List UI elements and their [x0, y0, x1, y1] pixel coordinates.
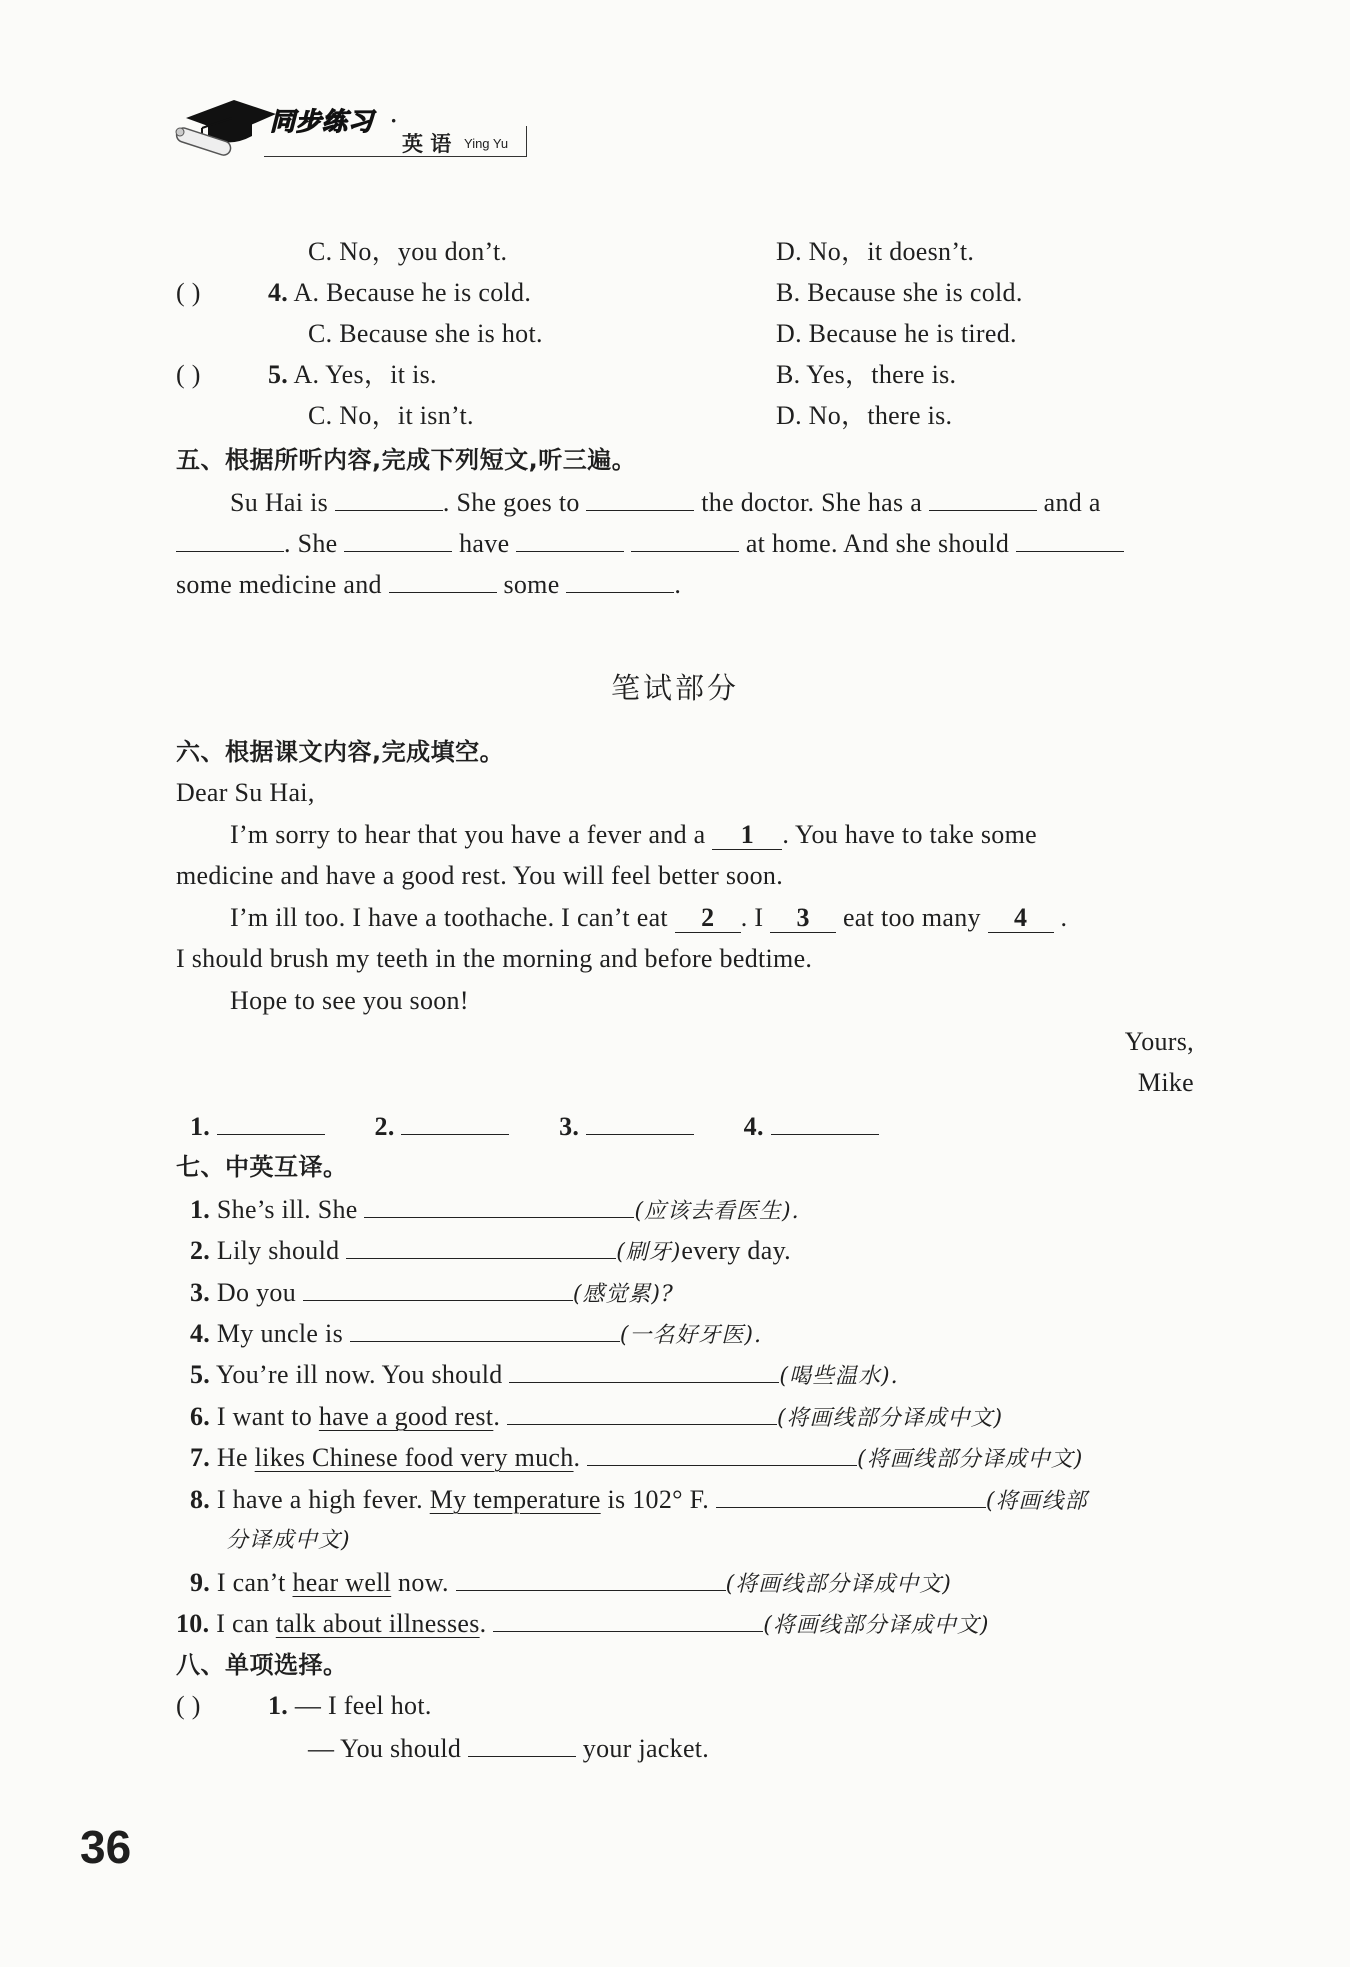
- translation-blank[interactable]: [303, 1274, 573, 1301]
- answer-blank[interactable]: [401, 1108, 509, 1135]
- numbered-blank[interactable]: 2: [675, 904, 741, 933]
- fill-blank[interactable]: [586, 484, 694, 511]
- underlined-phrase: My temperature: [429, 1485, 601, 1514]
- translation-blank[interactable]: [456, 1564, 726, 1591]
- fill-blank[interactable]: [1016, 525, 1124, 552]
- option-4b: B. Because she is cold.: [776, 278, 1023, 307]
- option-5b: B. Yes，there is.: [776, 360, 957, 389]
- option-3c: C. No，you don’t.: [308, 237, 508, 266]
- question-4-row: [176, 276, 531, 310]
- translation-item: 1. She’s ill. She (应该去看医生).: [190, 1191, 800, 1229]
- answer-blank[interactable]: [771, 1108, 879, 1135]
- translation-blank[interactable]: [587, 1439, 857, 1466]
- question-number: 5.: [268, 360, 289, 389]
- letter-line-4: I should brush my teeth in the morning and before bedtime.: [176, 944, 813, 973]
- fill-blank[interactable]: [516, 525, 624, 552]
- translation-blank[interactable]: [716, 1481, 986, 1508]
- section-5-line-2: . She have at home. And she should: [176, 525, 1124, 561]
- option-4c: C. Because she is hot.: [308, 319, 543, 348]
- translation-blank[interactable]: [493, 1605, 763, 1632]
- answer-blank[interactable]: [586, 1108, 694, 1135]
- fill-blank[interactable]: [631, 525, 739, 552]
- page-number: 36: [80, 1821, 132, 1873]
- subject-pinyin: Ying Yu: [464, 136, 509, 151]
- letter-line-5: Hope to see you soon!: [230, 986, 469, 1015]
- option-5d: D. No，there is.: [776, 401, 953, 430]
- translation-hint-continued: 分译成中文): [226, 1528, 351, 1553]
- page-header: [172, 90, 527, 160]
- letter-line-2: medicine and have a good rest. You will feel better soon.: [176, 861, 784, 890]
- section-8-title: 八、单项选择。: [176, 1651, 348, 1679]
- question-number: 4.: [268, 278, 289, 307]
- translation-item: 2. Lily should (刷牙)every day.: [190, 1232, 791, 1270]
- letter-signature: Mike: [1137, 1068, 1194, 1097]
- translation-item: 4. My uncle is (一名好牙医).: [190, 1315, 762, 1353]
- fill-blank[interactable]: [566, 566, 674, 593]
- numbered-blank[interactable]: 3: [770, 904, 836, 933]
- translation-blank[interactable]: [507, 1398, 777, 1425]
- answer-paren[interactable]: ( ): [176, 278, 201, 307]
- underlined-phrase: talk about illnesses: [275, 1609, 480, 1638]
- underlined-phrase: have a good rest: [318, 1402, 494, 1431]
- translation-item: 6. I want to have a good rest. (将画线部分译成中文): [190, 1398, 1003, 1436]
- section-5-line-3: some medicine and some .: [176, 566, 681, 602]
- translation-blank[interactable]: [364, 1191, 634, 1218]
- fill-blank[interactable]: [929, 484, 1037, 511]
- option-5a: A. Yes，it is.: [293, 360, 437, 389]
- fill-blank[interactable]: [176, 525, 284, 552]
- answer-paren[interactable]: ( ): [176, 1691, 201, 1720]
- translation-item: 8. I have a high fever. My temperature is 102° F. (将画线部: [190, 1481, 1088, 1519]
- answer-row: 1. 2. 3. 4.: [190, 1108, 879, 1144]
- option-5c: C. No，it isn’t.: [308, 401, 474, 430]
- question-5-row: [176, 358, 437, 392]
- translation-blank[interactable]: [350, 1315, 620, 1342]
- section-6-title: 六、根据课文内容,完成填空。: [176, 738, 505, 766]
- fill-blank[interactable]: [468, 1730, 576, 1757]
- option-4a: A. Because he is cold.: [293, 278, 532, 307]
- underlined-phrase: hear well: [292, 1568, 392, 1597]
- translation-item: 10. I can talk about illnesses. (将画线部分译成中文): [176, 1605, 989, 1643]
- option-3d: D. No，it doesn’t.: [776, 237, 975, 266]
- numbered-blank[interactable]: 1: [712, 821, 782, 850]
- translation-item: 9. I can’t hear well now. (将画线部分译成中文): [190, 1564, 952, 1602]
- translation-item: 3. Do you (感觉累)?: [190, 1274, 674, 1312]
- numbered-blank[interactable]: 4: [988, 904, 1054, 933]
- fill-blank[interactable]: [344, 525, 452, 552]
- answer-blank[interactable]: [217, 1108, 325, 1135]
- written-part-title: 笔试部分: [610, 671, 739, 705]
- translation-item: 5. You’re ill now. You should (喝些温水).: [190, 1356, 899, 1394]
- translation-blank[interactable]: [509, 1356, 779, 1383]
- letter-closing: Yours,: [1124, 1027, 1194, 1056]
- series-brand: 同步练习: [270, 107, 375, 136]
- choice-question-1: ( ) 1. — I feel hot.: [176, 1689, 432, 1723]
- letter-line-1: I’m sorry to hear that you have a fever and a 1 . You have to take some: [230, 820, 1037, 849]
- section-5-line-1: Su Hai is . She goes to the doctor. She has a and a: [230, 484, 1101, 520]
- letter-greeting: Dear Su Hai,: [176, 778, 315, 807]
- translation-item: 7. He likes Chinese food very much. (将画线部分译成中文): [190, 1439, 1083, 1477]
- letter-line-3: I’m ill too. I have a toothache. I can’t eat 2 . I 3 eat too many 4 .: [230, 903, 1068, 932]
- fill-blank[interactable]: [335, 484, 443, 511]
- section-5-title: 五、根据所听内容,完成下列短文,听三遍。: [176, 446, 637, 474]
- option-4d: D. Because he is tired.: [776, 319, 1017, 348]
- header-rule: [264, 156, 526, 157]
- translation-blank[interactable]: [346, 1232, 616, 1259]
- header-dot: ·: [390, 108, 398, 133]
- underlined-phrase: likes Chinese food very much: [254, 1443, 574, 1472]
- choice-question-1-response: — You should your jacket.: [308, 1730, 709, 1766]
- section-7-title: 七、中英互译。: [176, 1153, 348, 1181]
- subject-label: 英 语: [402, 132, 452, 156]
- header-divider: [526, 126, 527, 157]
- answer-paren[interactable]: ( ): [176, 360, 201, 389]
- fill-blank[interactable]: [389, 566, 497, 593]
